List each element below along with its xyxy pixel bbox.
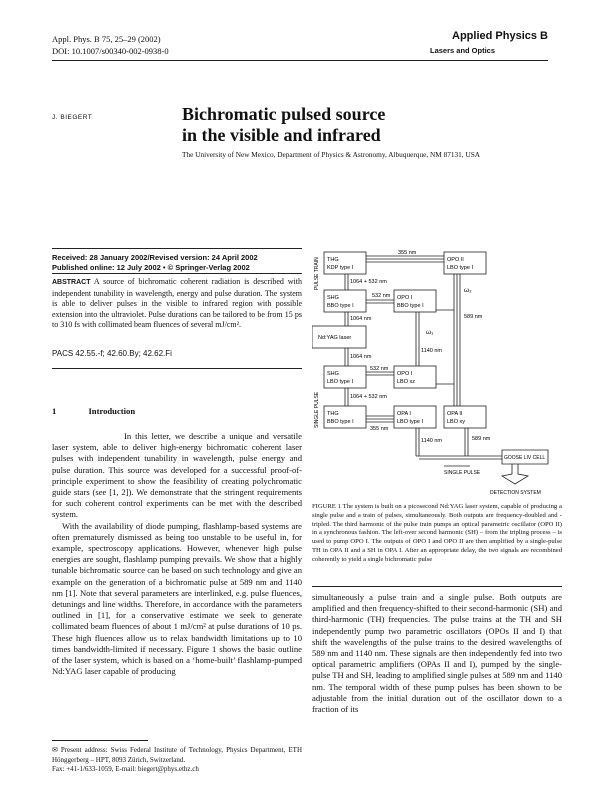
- footnote-rule: [52, 740, 148, 741]
- omega-2: ω₂: [464, 287, 472, 294]
- figure-caption: FIGURE 1 The system is built on a picosecond Nd:YAG laser system, capable of producing a single pulse and a train of pulses, simultaneously. Both outputs are frequency-doubled and -tripled. The third harmonic of the pulse train pumps an optical parametric oscillator (OPO II) in a synchronous fashion. The left-over second harmonic (SH) – from the tripling process – is used to pump OPO I. The outputs of OPO I and OPO II are then amplified by a single-pulse TH in OPA II and a SH in OPA I. After an appropriate delay, the two signals are recombined coherently to yield a single bichromatic pulse: [312, 503, 562, 563]
- article-title: [182, 104, 385, 146]
- abstract: [52, 277, 302, 331]
- opo1-sub: BBO type I: [397, 303, 424, 309]
- wavelength-1064-bottom: 1064 nm: [350, 354, 372, 360]
- wavelength-589-right: 589 nm: [464, 314, 483, 320]
- wavelength-532-top: 532 nm: [372, 293, 391, 299]
- footnote-address: ✉ Present address: Swiss Federal Institute of Technology, Physics Department, ETH Hönggerberg – HPT, 8093 Zürich, Switzerland.: [52, 746, 302, 764]
- thg-bottom-label: THG: [327, 411, 339, 417]
- wavelength-532-mid: 532 nm: [370, 366, 389, 372]
- label-pulse-train: PULSE TRAIN: [314, 257, 320, 290]
- opo1-label: OPO I: [397, 295, 413, 301]
- opo2-sub: LBO type I: [447, 265, 473, 271]
- pacs-codes: PACS 42.55.-f; 42.60.By; 42.62.Fi: [52, 349, 172, 358]
- journal-reference: Appl. Phys. B 75, 25–29 (2002): [52, 34, 161, 44]
- thg-top-sub: KDP type I: [327, 265, 354, 271]
- title-line-2: in the visible and infrared: [182, 125, 381, 145]
- cell-label: GOOSE LIV CELL: [504, 455, 546, 461]
- published-date: Published online: 12 July 2002 • © Springer-Verlag 2002: [52, 263, 250, 272]
- opa1-sub: LBO type I: [397, 419, 423, 425]
- dates-block: [52, 253, 258, 273]
- figure-1-laser-system-diagram: [312, 244, 562, 498]
- dates-rule: [52, 248, 302, 249]
- pacs-rule: [52, 368, 302, 369]
- thg-bottom-sub: BBO type I: [327, 419, 354, 425]
- section-heading: [52, 406, 302, 416]
- nd-yag-label: Nd:YAG laser: [318, 335, 352, 341]
- footnote: [52, 746, 302, 775]
- opo1b-sub: LBO xz: [397, 379, 416, 385]
- title-line-1: Bichromatic pulsed source: [182, 104, 386, 124]
- omega-1: ω₁: [426, 329, 434, 336]
- footnote-contact: Fax: +41-1/633-1059, E-mail: biegert@phys.ethz.ch: [52, 765, 199, 773]
- thg-top-label: THG: [327, 257, 339, 263]
- introduction-text: [52, 431, 302, 677]
- wavelength-355-bottom: 355 nm: [370, 426, 389, 432]
- wavelength-1140-bottom: 1140 nm: [421, 438, 442, 444]
- header-rule: [52, 60, 548, 61]
- shg-bottom-label: SHG: [327, 371, 339, 377]
- opa2-label: OPA II: [447, 411, 463, 417]
- right-column-text: [312, 592, 562, 715]
- wavelength-1140-mid: 1140 nm: [421, 348, 442, 354]
- intro-paragraph-2: With the availability of diode pumping, flashlamp-based systems are often prematurely dismissed as being too unstable to be useful in, for example, spectroscopy applications. However, whenever high pulse energies are sought, flashlamp pumping prevails. We show that a highly tunable bichromatic source can be based on such technology and give an example on the generation of a bichromatic pulse at 589 nm and 1140 nm [1]. Note that several parameters are interlinked, e.g. pulse fluences, detunings and line widths. Therefore, in accordance with the parameters outlined in [1], for a conservative estimate we seek to generate collimated beam fluences of about 1 mJ/cm² at pulse durations of 10 ps. These high fluences allow us to relax bandwidth limitations up to 10 times bandwidth-limited if necessary. Figure 1 shows the basic outline of the laser system, which is based on a ‘home-built’ flashlamp-pumped Nd:YAG laser capable of producing: [52, 520, 302, 677]
- wavelength-1064-top: 1064 nm: [350, 316, 372, 322]
- abstract-rule: [52, 273, 302, 274]
- author: J. BIEGERT: [52, 114, 93, 121]
- wavelength-1064-532-bottom: 1064 + 532 nm: [350, 394, 387, 400]
- detection-label: DETECTION SYSTEM: [490, 490, 541, 496]
- right-paragraph-1: simultaneously a pulse train and a single pulse. Both outputs are amplified and then frequency-shifted to their second-harmonic (SH) and third-harmonic (TH) frequencies. The pulse trains at the TH and SH independently pump two parametric oscillators (OPOs II and I) that shift the wavelengths of the pulse trains to the desired wavelengths of 589 nm and 1140 nm. These signals are then independently fed into two optical parametric amplifiers (OPAs II and I), pumped by the single-pulse TH and SH, leading to amplified single pulses at 589 nm and 1140 nm. The temporal width of these pump pulses has been shown to be adjustable from the initial duration out of the oscillator down to a fraction of its: [312, 592, 562, 715]
- shg-top-label: SHG: [327, 295, 339, 301]
- opo1b-label: OPO I: [397, 371, 413, 377]
- caption-rule: [312, 586, 562, 587]
- intro-paragraph-1: In this letter, we describe a unique and versatile laser system, able to deliver high-energy bichromatic coherent laser pulses with independent tunability in wavelength, pulse energy and pulse duration. This source was developed for a successful proof-of-principle experiment to show the feasibility of creating polychromatic guide stars (see [1, 2]). We demonstrate that the stringent requirements for such coherent control experiments can be met with the described system.: [52, 431, 302, 520]
- opa1-label: OPA I: [397, 411, 411, 417]
- section-number: 1: [52, 406, 57, 416]
- opo2-label: OPO II: [447, 257, 464, 263]
- wavelength-1064-532-top: 1064 + 532 nm: [350, 279, 387, 285]
- section-title: Introduction: [88, 406, 136, 416]
- shg-bottom-sub: LBO type I: [327, 379, 353, 385]
- journal-name: Applied Physics B: [452, 30, 548, 42]
- label-single-pulse: SINGLE PULSE: [314, 391, 320, 428]
- received-date: Received: 28 January 2002/Revised version: 24 April 2002: [52, 253, 258, 262]
- abstract-label: ABSTRACT: [52, 279, 91, 286]
- shg-top-sub: BBO type I: [327, 303, 354, 309]
- abstract-body: A source of bichromatic coherent radiation is described with independent tunability in wavelength, energy and pulse duration. The system is able to deliver pulses in the visible to infrared region with possible extension into the ultraviolet. Pulse durations can be tailored to be from 15 ps to 310 fs with collimated beam fluences of several mJ/cm².: [52, 277, 302, 330]
- affiliation: The University of New Mexico, Department of Physics & Astronomy, Albuquerque, NM 87131, USA: [182, 150, 481, 159]
- opa2-sub: LBO xy: [447, 419, 466, 425]
- wavelength-355-top: 355 nm: [398, 250, 417, 256]
- single-pulse-output-label: SINGLE PULSE: [444, 470, 481, 476]
- doi: DOI: 10.1007/s00340-002-0938-0: [52, 46, 169, 56]
- wavelength-589-bottom: 589 nm: [472, 436, 491, 442]
- journal-section: Lasers and Optics: [430, 46, 496, 55]
